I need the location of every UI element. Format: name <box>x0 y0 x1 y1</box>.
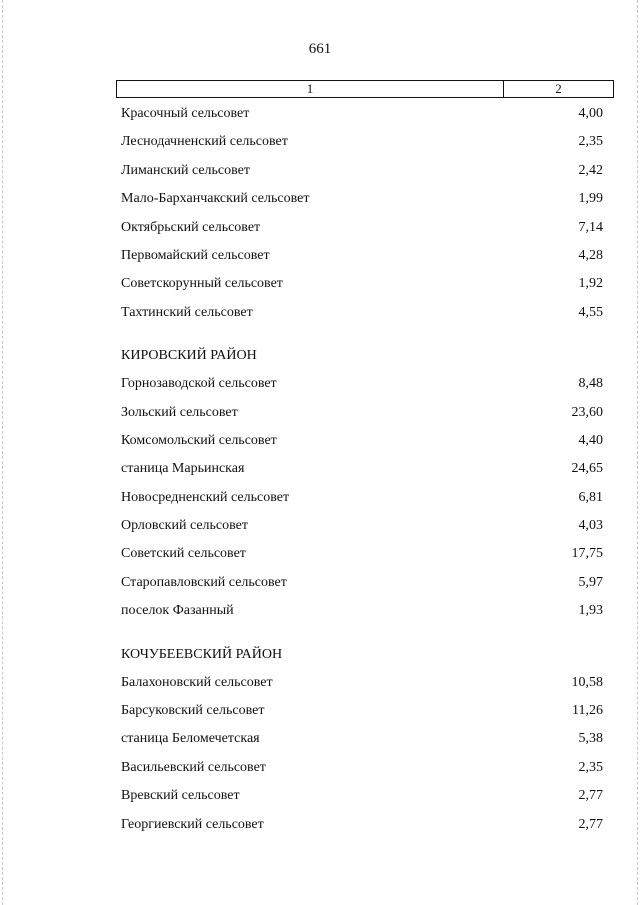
settlement-value: 4,00 <box>578 106 603 121</box>
settlement-name: Горнозаводской сельсовет <box>121 376 277 392</box>
settlement-name: Балахоновский сельсовет <box>121 674 273 690</box>
settlement-name: Барсуковский сельсовет <box>121 703 265 719</box>
table-row <box>0 513 640 541</box>
settlement-name: Новосредненский сельсовет <box>121 489 290 505</box>
table-row <box>0 186 640 214</box>
table-row <box>0 129 640 157</box>
settlement-value: 2,77 <box>578 816 603 832</box>
settlement-value: 2,42 <box>578 162 603 178</box>
settlement-value: 1,99 <box>578 191 603 207</box>
table-body <box>0 101 640 840</box>
settlement-name: Первомайский сельсовет <box>121 247 270 263</box>
settlement-name: Георгиевский сельсовет <box>121 816 264 832</box>
settlement-value: 4,40 <box>578 432 603 448</box>
table-row <box>0 400 640 428</box>
settlement-value: 6,81 <box>578 489 603 505</box>
page-number: 661 <box>308 41 332 57</box>
settlement-value: 2,35 <box>578 759 603 775</box>
table-row <box>0 670 640 698</box>
table-row <box>0 456 640 484</box>
settlement-name: Мало-Барханчакский сельсовет <box>121 191 310 207</box>
column-header-2: 2 <box>555 81 562 96</box>
settlement-value: 4,03 <box>578 518 603 534</box>
settlement-value: 24,65 <box>571 461 603 477</box>
settlement-value: 4,55 <box>578 304 603 320</box>
settlement-name: Красочный сельсовет <box>121 106 250 121</box>
settlement-value: 8,48 <box>578 376 603 392</box>
settlement-name: станица Марьинская <box>121 461 245 477</box>
table-row <box>0 812 640 840</box>
settlement-value: 7,14 <box>578 219 603 235</box>
district-heading-row <box>0 627 640 670</box>
table-row <box>0 300 640 328</box>
table-column-header <box>116 80 614 98</box>
settlement-name: Лиманский сельсовет <box>121 162 251 178</box>
settlement-value: 5,38 <box>578 731 603 747</box>
table-row <box>0 698 640 726</box>
settlement-value: 23,60 <box>571 404 603 420</box>
table-row <box>0 485 640 513</box>
settlement-value: 10,58 <box>571 674 603 690</box>
settlement-name: станица Беломечетская <box>121 731 260 747</box>
settlement-value: 4,28 <box>578 247 603 263</box>
table-row <box>0 101 640 129</box>
table-row <box>0 783 640 811</box>
settlement-name: Комсомольский сельсовет <box>121 432 277 448</box>
settlement-name: Старопавловский сельсовет <box>121 574 287 590</box>
settlement-name: Васильевский сельсовет <box>121 759 266 775</box>
settlement-name: Леснодачненский сельсовет <box>121 134 288 150</box>
column-header-1: 1 <box>117 81 504 97</box>
table-row <box>0 371 640 399</box>
table-row <box>0 598 640 626</box>
district-heading: КОЧУБЕЕВСКИЙ РАЙОН <box>121 646 283 662</box>
table-row <box>0 726 640 754</box>
settlement-value: 2,35 <box>578 134 603 150</box>
table-row <box>0 755 640 783</box>
table-row <box>0 541 640 569</box>
table-row <box>0 215 640 243</box>
settlement-value: 11,26 <box>572 703 603 719</box>
table-row <box>0 570 640 598</box>
table-row <box>0 243 640 271</box>
settlement-value: 5,97 <box>578 574 603 590</box>
settlement-value: 2,77 <box>578 788 603 804</box>
table-row <box>0 271 640 299</box>
settlement-name: Орловский сельсовет <box>121 518 248 534</box>
settlement-value: 1,92 <box>578 276 603 292</box>
settlement-name: Октябрьский сельсовет <box>121 219 261 235</box>
settlement-name: Советский сельсовет <box>121 546 246 562</box>
settlement-value: 1,93 <box>578 603 603 619</box>
settlement-name: Вревский сельсовет <box>121 788 240 804</box>
table-row <box>0 428 640 456</box>
settlement-name: Советскорунный сельсовет <box>121 276 283 292</box>
settlement-name: Тахтинский сельсовет <box>121 304 253 320</box>
settlement-name: Зольский сельсовет <box>121 404 238 420</box>
settlement-name: поселок Фазанный <box>121 603 234 619</box>
table-row <box>0 158 640 186</box>
settlement-value: 17,75 <box>571 546 603 562</box>
district-heading: КИРОВСКИЙ РАЙОН <box>121 348 257 364</box>
district-heading-row <box>0 328 640 371</box>
